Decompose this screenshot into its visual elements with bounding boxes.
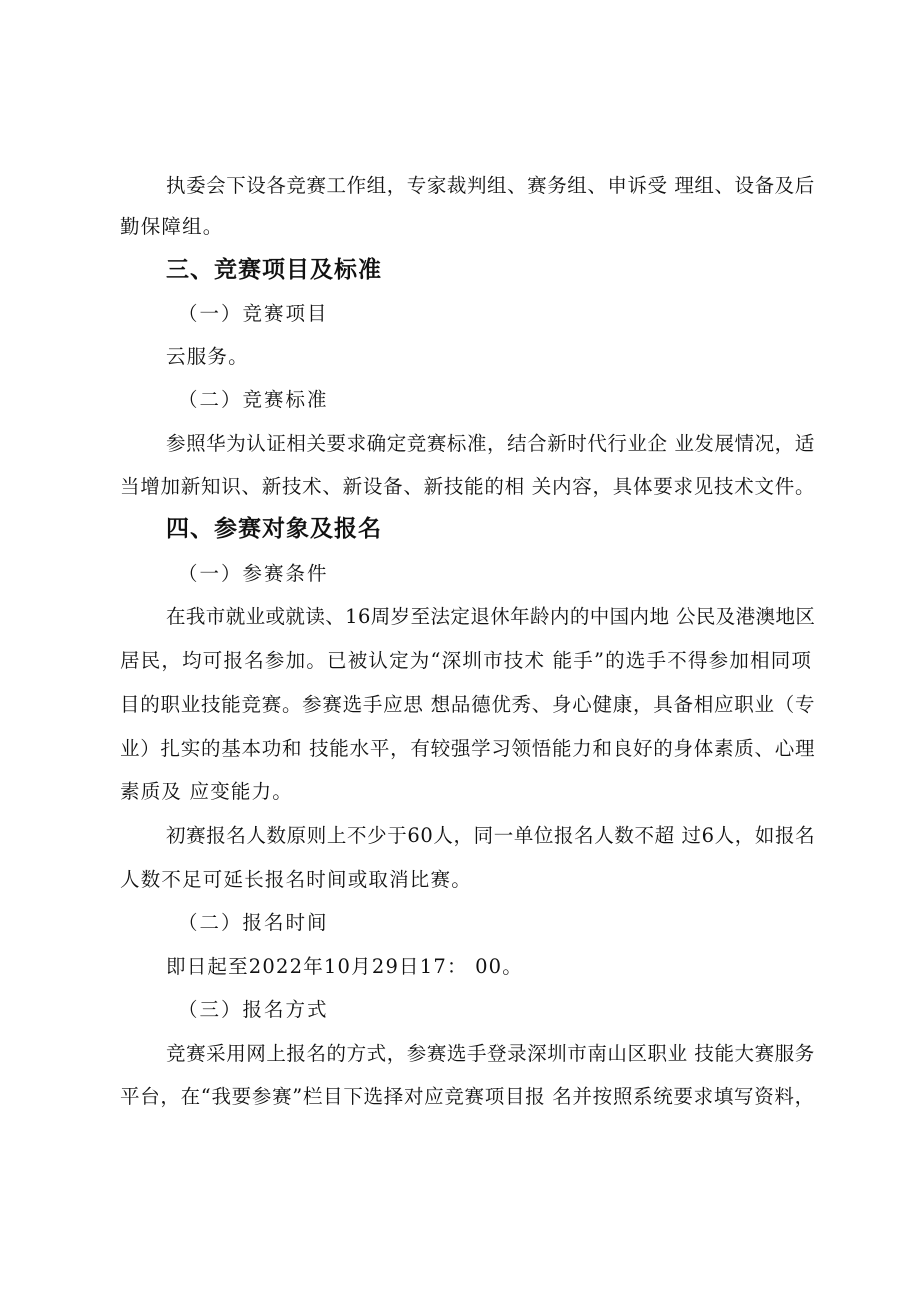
paragraph-line: 初赛报名人数原则上不少于60人，同一单位报名人数不超 过6人，如报名 [166, 824, 816, 847]
paragraph-line: 勤保障组。 [120, 215, 224, 238]
paragraph-line: 执委会下设各竞赛工作组，专家裁判组、赛务组、申诉受 理组、设备及后 [166, 174, 815, 197]
subsection-heading: （一）参赛条件 [178, 562, 329, 585]
paragraph-line: 平台，在“我要参赛”栏目下选择对应竞赛项目报 名并按照系统要求填写资料， [120, 1085, 815, 1108]
paragraph-line: 目的职业技能竞赛。参赛选手应思 想品德优秀、身心健康，具备相应职业（专 [120, 693, 816, 716]
subsection-heading: （二）竞赛标准 [178, 388, 329, 411]
paragraph-line: 居民，均可报名参加。已被认定为“深圳市技术 能手”的选手不得参加相同项 [120, 649, 813, 672]
paragraph-line: 业）扎实的基本功和 技能水平，有较强学习领悟能力和良好的身体素质、心理 [120, 737, 816, 760]
paragraph-line: 参照华为认证相关要求确定竞赛标准，结合新时代行业企 业发展情况，适 [166, 432, 815, 455]
subsection-heading: （二）报名时间 [178, 911, 329, 934]
subsection-heading: （三）报名方式 [178, 998, 329, 1021]
subsection-heading: （一）竞赛项目 [178, 302, 329, 325]
section-heading-4: 四、参赛对象及报名 [166, 516, 382, 542]
paragraph-line: 素质及 应变能力。 [120, 780, 293, 803]
paragraph-line: 竞赛采用网上报名的方式，参赛选手登录深圳市南山区职业 技能大赛服务 [166, 1042, 815, 1065]
paragraph-line: 云服务。 [166, 345, 249, 368]
section-heading-3: 三、竞赛项目及标准 [166, 257, 382, 283]
paragraph-line: 当增加新知识、新技术、新设备、新技能的相 关内容，具体要求见技术文件。 [120, 475, 816, 498]
paragraph-line: 人数不足可延长报名时间或取消比赛。 [120, 868, 472, 891]
paragraph-line: 即日起至2022年10月29日17： 00。 [166, 955, 523, 978]
paragraph-line: 在我市就业或就读、16周岁至法定退休年龄内的中国内地 公民及港澳地区 [166, 605, 816, 628]
